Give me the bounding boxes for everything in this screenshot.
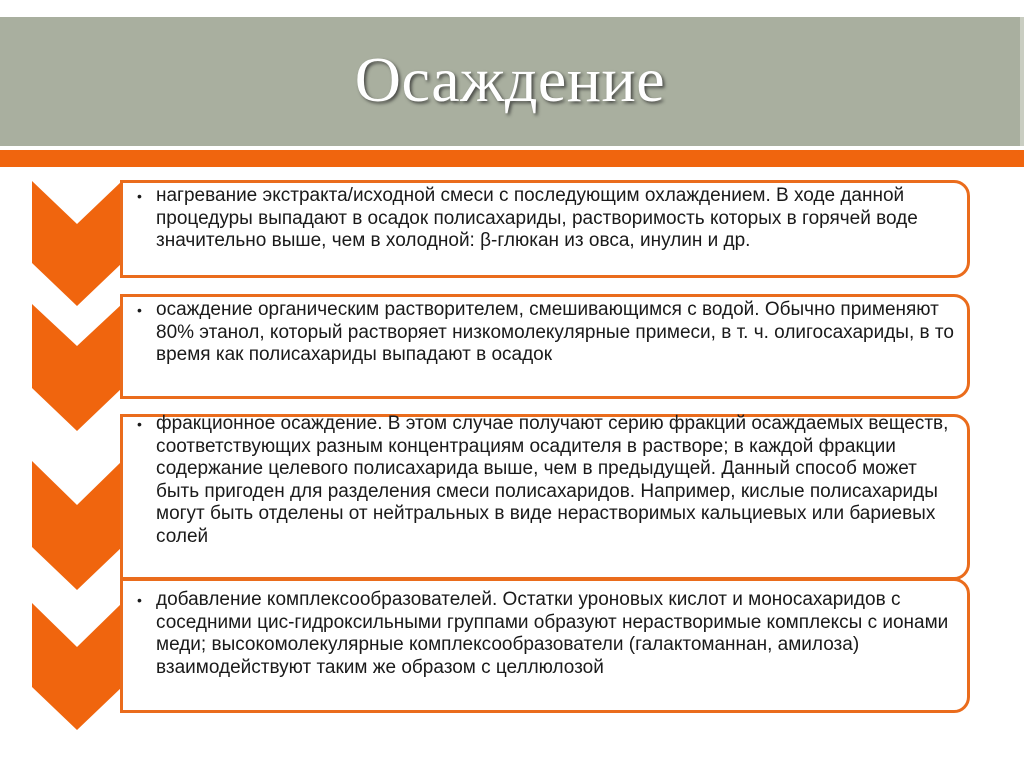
chevron-down-icon xyxy=(32,304,122,431)
accent-bar xyxy=(0,150,1024,167)
chevron-down-icon xyxy=(32,181,122,306)
chevron-down-icon xyxy=(32,603,122,730)
step-text: осаждение органическим растворителем, смешивающимся с водой. Обычно применяют 80% этанол, который растворяет низкомолекулярные примеси, в т. ч. олигосахариды, в то время как полисахариды выпадают в осадок xyxy=(156,299,954,365)
step-box-4 xyxy=(120,578,970,713)
bullet-icon: • xyxy=(137,302,142,318)
step-text: фракционное осаждение. В этом случае получают серию фракций осаждаемых веществ, соответствующих разным концентрациям осадителя в растворе; в каждой фракции содержание целевого полисахарида выше, чем в предыдущей. Данный способ может быть пригоден для разделения смеси полисахаридов. Например, кислые полисахариды могут быть отделены от нейтральных в виде нерастворимых кальциевых или бариевых солей xyxy=(156,413,949,547)
bullet-icon: • xyxy=(137,416,142,432)
chevron-down-icon xyxy=(32,461,122,590)
step-text: добавление комплексообразователей. Остатки уроновых кислот и моносахаридов с соседними цис-гидроксильными группами образуют нерастворимые комплексы с ионами меди; высокомолекулярные комплексообразователи (галактоманнан, амилоза) взаимодействуют таким же образом с целлюлозой xyxy=(156,589,949,678)
step-box-2 xyxy=(120,294,970,399)
list-item xyxy=(137,299,957,367)
slide-title: Осаждение xyxy=(354,43,666,115)
step-box-1 xyxy=(120,180,970,278)
bullet-icon: • xyxy=(137,592,142,608)
step-box-3 xyxy=(120,414,970,580)
list-item xyxy=(137,413,957,548)
step-text: нагревание экстракта/исходной смеси с последующим охлаждением. В ходе данной процедуры выпадают в осадок полисахариды, растворимость которых в горячей воде значительно выше, чем в холодной: β-глюкан из овса, инулин и др. xyxy=(156,185,918,251)
list-item xyxy=(137,589,957,679)
bullet-icon: • xyxy=(137,188,142,204)
title-band xyxy=(0,17,1024,146)
list-item xyxy=(137,185,957,253)
